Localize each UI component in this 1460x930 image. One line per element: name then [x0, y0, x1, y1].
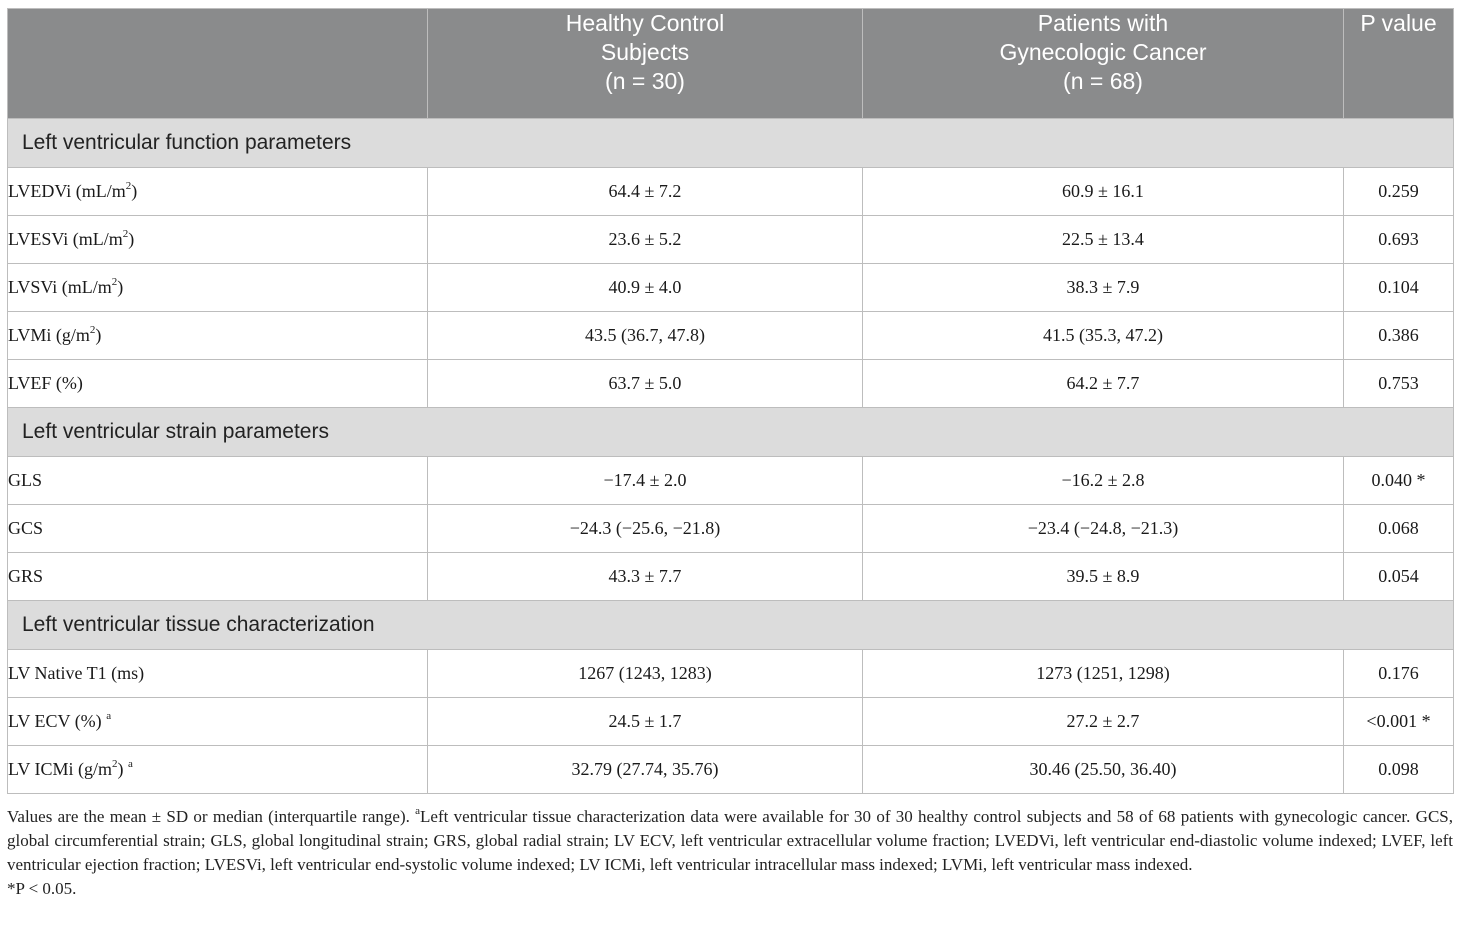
footnote-significance: *P < 0.05.: [7, 879, 77, 898]
header-patients-line3: (n = 68): [1063, 68, 1143, 94]
parameter-label: [8, 746, 428, 794]
parameter-superscript: a: [106, 710, 112, 722]
footnote-marker: a: [415, 805, 421, 817]
healthy-control-value: 1267 (1243, 1283): [428, 650, 863, 698]
section-title: Left ventricular tissue characterization: [8, 601, 1454, 650]
parameter-label-text: LVESVi (mL/m: [8, 229, 123, 249]
healthy-control-value: 23.6 ± 5.2: [428, 216, 863, 264]
parameter-superscript: 2: [125, 180, 132, 192]
parameter-label-text: LVMi (g/m: [8, 325, 90, 345]
parameter-label-text: LV ICMi (g/m: [8, 759, 113, 779]
patients-value: 60.9 ± 16.1: [863, 168, 1344, 216]
patients-value: 64.2 ± 7.7: [863, 360, 1344, 408]
parameter-label-text: GLS: [8, 470, 43, 490]
parameter-label-text: LV ECV (%): [8, 711, 107, 731]
header-healthy-line1: Healthy Control: [565, 10, 725, 36]
header-healthy-line3: (n = 30): [605, 68, 685, 94]
table-row: [8, 505, 1454, 553]
table-row: [8, 746, 1454, 794]
healthy-control-value: 32.79 (27.74, 35.76): [428, 746, 863, 794]
p-value: 0.068: [1344, 505, 1454, 553]
healthy-control-value: 24.5 ± 1.7: [428, 698, 863, 746]
p-value: 0.693: [1344, 216, 1454, 264]
footnote-text: [7, 805, 1453, 877]
healthy-control-value: 43.3 ± 7.7: [428, 553, 863, 601]
header-p-value: P value: [1344, 9, 1454, 119]
table-row: [8, 553, 1454, 601]
parameter-label: [8, 168, 428, 216]
parameter-label: [8, 698, 428, 746]
parameter-label-suffix: ): [128, 229, 135, 249]
results-table: [7, 8, 1454, 794]
footnote-body: Left ventricular tissue characterization data were available for 30 of 30 healthy control subjects and 58 of 68 patients with gynecologic cancer. GCS, global circumferential strain; GLS, global longitudinal strain; GRS, global radial strain; LV ECV, left ventricular extracellular volume fraction; LVEDVi, left ventricular end-diastolic volume indexed; LVEF, left ventricular ejection fraction; LVESVi, left ventricular end-systolic volume indexed; LV ICMi, left ventricular intracellular mass indexed; LVMi, left ventricular mass indexed.: [7, 807, 1453, 874]
p-value: 0.104: [1344, 264, 1454, 312]
table-row: [8, 312, 1454, 360]
parameter-label-text: GRS: [8, 566, 44, 586]
p-value: 0.176: [1344, 650, 1454, 698]
healthy-control-value: −17.4 ± 2.0: [428, 457, 863, 505]
patients-value: 1273 (1251, 1298): [863, 650, 1344, 698]
footnote-lead: Values are the mean ± SD or median (interquartile range).: [7, 807, 416, 826]
healthy-control-value: 43.5 (36.7, 47.8): [428, 312, 863, 360]
section-row: [8, 119, 1454, 168]
patients-value: 39.5 ± 8.9: [863, 553, 1344, 601]
healthy-control-value: −24.3 (−25.6, −21.8): [428, 505, 863, 553]
table-row: [8, 360, 1454, 408]
parameter-label: [8, 650, 428, 698]
healthy-control-value: 64.4 ± 7.2: [428, 168, 863, 216]
parameter-label-suffix: ): [131, 181, 138, 201]
p-value: 0.386: [1344, 312, 1454, 360]
parameter-label-text: LVEF (%): [8, 373, 83, 393]
parameter-label-suffix: ): [117, 277, 124, 297]
table-row: [8, 457, 1454, 505]
header-patients: [863, 9, 1344, 119]
section-row: [8, 601, 1454, 650]
parameter-superscript: 2: [111, 276, 118, 288]
parameter-label: [8, 505, 428, 553]
healthy-control-value: 40.9 ± 4.0: [428, 264, 863, 312]
patients-value: −23.4 (−24.8, −21.3): [863, 505, 1344, 553]
parameter-superscript: 2: [112, 758, 118, 770]
p-value: 0.259: [1344, 168, 1454, 216]
header-parameter: [8, 9, 428, 119]
table-body: [8, 119, 1454, 794]
patients-value: 22.5 ± 13.4: [863, 216, 1344, 264]
parameter-footnote-marker: a: [128, 758, 133, 770]
p-value: 0.040 *: [1344, 457, 1454, 505]
table-row: [8, 650, 1454, 698]
healthy-control-value: 63.7 ± 5.0: [428, 360, 863, 408]
section-title: Left ventricular strain parameters: [8, 408, 1454, 457]
section-title: Left ventricular function parameters: [8, 119, 1454, 168]
parameter-label: [8, 457, 428, 505]
table-row: [8, 264, 1454, 312]
header-patients-line2: Gynecologic Cancer: [999, 39, 1207, 65]
parameter-label-text: LV Native T1 (ms): [8, 663, 145, 683]
parameter-label-suffix: ): [95, 325, 102, 345]
parameter-superscript: 2: [89, 324, 96, 336]
parameter-label: [8, 312, 428, 360]
table-row: [8, 698, 1454, 746]
parameter-label: [8, 264, 428, 312]
table-row: [8, 216, 1454, 264]
parameter-label: [8, 216, 428, 264]
patients-value: 30.46 (25.50, 36.40): [863, 746, 1344, 794]
p-value: 0.098: [1344, 746, 1454, 794]
p-value: <0.001 *: [1344, 698, 1454, 746]
section-row: [8, 408, 1454, 457]
parameter-label: [8, 360, 428, 408]
patients-value: −16.2 ± 2.8: [863, 457, 1344, 505]
header-healthy-line2: Subjects: [600, 39, 690, 65]
header-patients-line1: Patients with: [1037, 10, 1169, 36]
parameter-superscript: 2: [122, 228, 129, 240]
table-footnote: [7, 805, 1453, 901]
patients-value: 38.3 ± 7.9: [863, 264, 1344, 312]
p-value: 0.753: [1344, 360, 1454, 408]
parameter-label-suffix: ): [117, 759, 129, 779]
patients-value: 27.2 ± 2.7: [863, 698, 1344, 746]
header-healthy-control: [428, 9, 863, 119]
p-value: 0.054: [1344, 553, 1454, 601]
table-row: [8, 168, 1454, 216]
parameter-label: [8, 553, 428, 601]
parameter-label-text: GCS: [8, 518, 44, 538]
results-table-container: [7, 8, 1453, 794]
parameter-label-text: LVEDVi (mL/m: [8, 181, 126, 201]
patients-value: 41.5 (35.3, 47.2): [863, 312, 1344, 360]
parameter-label-text: LVSVi (mL/m: [8, 277, 112, 297]
table-header: [8, 9, 1454, 119]
